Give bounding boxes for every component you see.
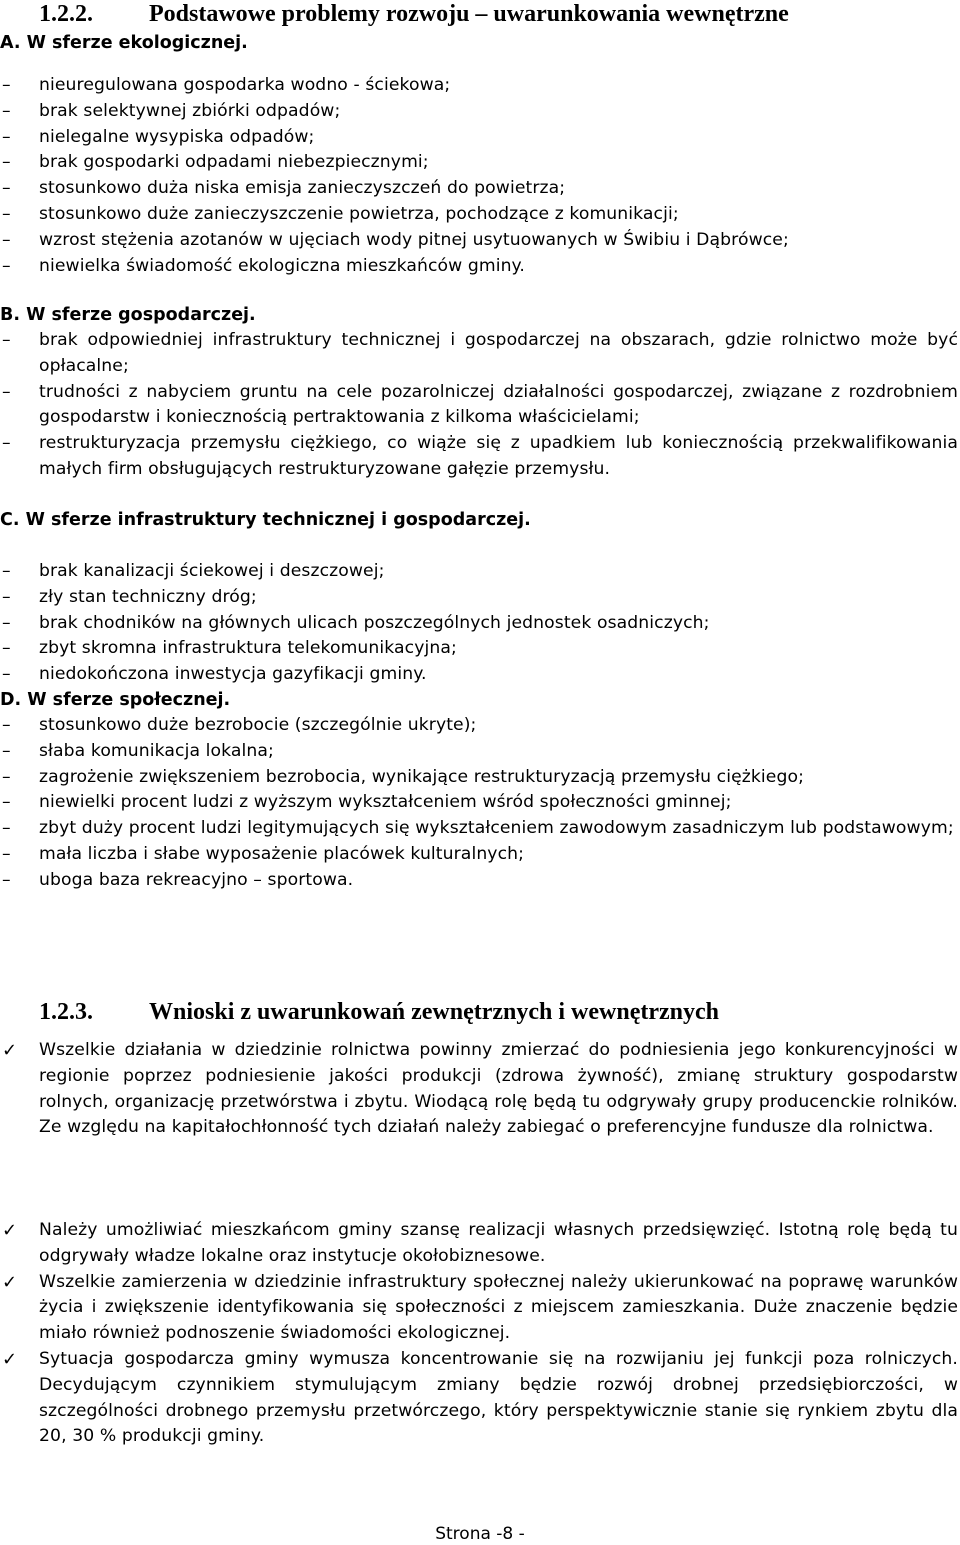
conclusions-list-2 [0, 1218, 960, 1450]
list-item-text: zbyt skromna infrastruktura telekomunikacyjna; [39, 638, 457, 659]
economic-problems-list [0, 328, 960, 483]
list-item [0, 713, 960, 739]
list-item [0, 868, 960, 894]
section-heading-1-2-3 [39, 998, 719, 1026]
conclusion-item [0, 1218, 960, 1270]
list-item-text: Sytuacja gospodarcza gminy wymusza koncentrowanie się na rozwijaniu jej funkcji poza rolniczych. Decydującym czynnikiem stymulującym zmiany będzie rozwój drobnej przedsiębiorczości, w szczególności drobnego przemysłu przetwórczego, który perspektywicznie stanie się rynkiem zbytu dla 20, 30 % produkcji gminy. [39, 1348, 958, 1447]
dash-bullet-icon [2, 176, 16, 202]
list-item [0, 816, 960, 842]
list-item-text: niewielka świadomość ekologiczna mieszkańców gminy. [39, 255, 525, 276]
list-item [0, 228, 960, 254]
list-item-text: wzrost stężenia azotanów w ujęciach wody pitnej usytuowanych w Świbiu i Dąbrówce; [39, 229, 789, 250]
list-item-text: restrukturyzacja przemysłu ciężkiego, co wiąże się z upadkiem lub koniecznością przekwalifikowania małych firm obsługujących restrukturyzowane gałęzie przemysłu. [39, 433, 958, 479]
list-item-text: słaba komunikacja lokalna; [39, 740, 274, 761]
list-item [0, 790, 960, 816]
dash-bullet-icon [2, 125, 16, 151]
dash-bullet-icon [2, 559, 16, 585]
list-item [0, 150, 960, 176]
list-item-text: brak gospodarki odpadami niebezpiecznymi; [39, 152, 429, 173]
dash-bullet-icon [2, 868, 16, 894]
section-number: 1.2.3. [39, 999, 93, 1025]
ecological-problems-list [0, 73, 960, 279]
section-heading-1-2-2 [39, 0, 789, 28]
list-item-text: mała liczba i słabe wyposażenie placówek kulturalnych; [39, 843, 525, 864]
conclusion-item [0, 1347, 960, 1450]
dash-bullet-icon [2, 713, 16, 739]
list-item [0, 842, 960, 868]
list-item [0, 254, 960, 280]
list-item-text: nielegalne wysypiska odpadów; [39, 126, 315, 147]
infrastructure-problems-list [0, 559, 960, 688]
social-problems-list [0, 713, 960, 894]
list-item-text: trudności z nabyciem gruntu na cele pozarolniczej działalności gospodarczej, związane z rozdrobniem gospodarstw i koniecznością pertraktowania z kilkoma właścicielami; [39, 381, 958, 428]
dash-bullet-icon [2, 765, 16, 791]
list-item-text: stosunkowo duża niska emisja zanieczyszczeń do powietrza; [39, 178, 566, 199]
list-item [0, 176, 960, 202]
dash-bullet-icon [2, 611, 16, 637]
list-item-text: brak chodników na głównych ulicach poszczególnych jednostek osadniczych; [39, 612, 710, 633]
list-item-text: brak selektywnej zbiórki odpadów; [39, 100, 341, 121]
dash-bullet-icon [2, 228, 16, 254]
list-item-text: zagrożenie zwiększeniem bezrobocia, wynikające restrukturyzacją przemysłu ciężkiego; [39, 766, 804, 787]
dash-bullet-icon [2, 380, 16, 406]
list-item-text: zbyt duży procent ludzi legitymujących się wykształceniem zawodowym zasadniczym lub podstawowym; [39, 818, 954, 839]
subheading-ecological: A. W sferze ekologicznej. [0, 33, 248, 53]
list-item-text: niewielki procent ludzi z wyższym wykształceniem wśród społeczności gminnej; [39, 792, 732, 813]
list-item [0, 636, 960, 662]
list-item-text: Wszelkie działania w dziedzinie rolnictwa powinny zmierzać do podniesienia jego konkurencyjności w regionie poprzez podniesienie jakości produkcji (zdrowa żywność), zmianę struktury gospodarstw rolnych, organizację przetwórstwa i zbytu. Wiodącą rolę będą tu odgrywały grupy producenckie rolników. Ze względu na kapitałochłonność tych działań należy zabiegać o preferencyjne fundusze dla rolnictwa. [39, 1040, 958, 1138]
list-item-text: Wszelkie zamierzenia w dziedzinie infrastruktury społecznej należy ukierunkować na poprawę warunków życia i zwiększenie identyfikowania się społeczności z miejscem zamieszkania. Duże znaczenie będzie miało również podnoszenie świadomości ekologicznej. [39, 1271, 958, 1344]
page-number-footer: Strona -8 - [435, 1524, 525, 1544]
section-title: Podstawowe problemy rozwoju – uwarunkowania wewnętrzne [149, 1, 789, 27]
list-item-text: brak kanalizacji ściekowej i deszczowej; [39, 561, 385, 581]
dash-bullet-icon [2, 739, 16, 765]
dash-bullet-icon [2, 328, 16, 354]
list-item-text: brak odpowiedniej infrastruktury technicznej i gospodarczej na obszarach, gdzie rolnictwo może być opłacalne; [39, 330, 958, 376]
dash-bullet-icon [2, 790, 16, 816]
list-item-text: zły stan techniczny dróg; [39, 586, 257, 607]
checkmark-icon: ✓ [2, 1040, 18, 1061]
list-item [0, 73, 960, 99]
subheading-infrastructure: C. W sferze infrastruktury technicznej i gospodarczej. [0, 510, 531, 530]
list-item-text: Należy umożliwiać mieszkańcom gminy szansę realizacji własnych przedsięwzięć. Istotną rolę będą tu odgrywały władze lokalne oraz instytucje okołobiznesowe. [39, 1220, 958, 1266]
list-item [0, 559, 960, 585]
list-item [0, 585, 960, 611]
list-item-text: stosunkowo duże zanieczyszczenie powietrza, pochodzące z komunikacji; [39, 203, 679, 224]
checkmark-icon: ✓ [2, 1271, 18, 1293]
list-item [0, 431, 960, 483]
conclusions-list-1 [0, 1038, 960, 1141]
list-item [0, 125, 960, 151]
dash-bullet-icon [2, 816, 16, 842]
list-item [0, 380, 960, 432]
dash-bullet-icon [2, 842, 16, 868]
section-number: 1.2.2. [39, 1, 93, 27]
list-item-text: stosunkowo duże bezrobocie (szczególnie ukryte); [39, 715, 477, 735]
list-item [0, 611, 960, 637]
subheading-social: D. W sferze społecznej. [0, 690, 231, 710]
checkmark-icon: ✓ [2, 1348, 18, 1370]
list-item [0, 765, 960, 791]
dash-bullet-icon [2, 73, 16, 99]
dash-bullet-icon [2, 202, 16, 228]
list-item [0, 99, 960, 125]
dash-bullet-icon [2, 662, 16, 688]
checkmark-icon: ✓ [2, 1220, 18, 1241]
dash-bullet-icon [2, 585, 16, 611]
conclusion-item [0, 1038, 960, 1141]
list-item-text: niedokończona inwestycja gazyfikacji gminy. [39, 664, 427, 685]
dash-bullet-icon [2, 636, 16, 662]
dash-bullet-icon [2, 254, 16, 280]
list-item [0, 662, 960, 688]
dash-bullet-icon [2, 99, 16, 125]
subheading-economic: B. W sferze gospodarczej. [0, 305, 256, 325]
list-item [0, 739, 960, 765]
conclusion-item [0, 1270, 960, 1347]
section-title: Wnioski z uwarunkowań zewnętrznych i wewnętrznych [149, 999, 719, 1025]
list-item-text: uboga baza rekreacyjno – sportowa. [39, 869, 354, 890]
dash-bullet-icon [2, 150, 16, 176]
list-item [0, 202, 960, 228]
list-item [0, 328, 960, 380]
dash-bullet-icon [2, 431, 16, 457]
list-item-text: nieuregulowana gospodarka wodno - ściekowa; [39, 75, 451, 95]
